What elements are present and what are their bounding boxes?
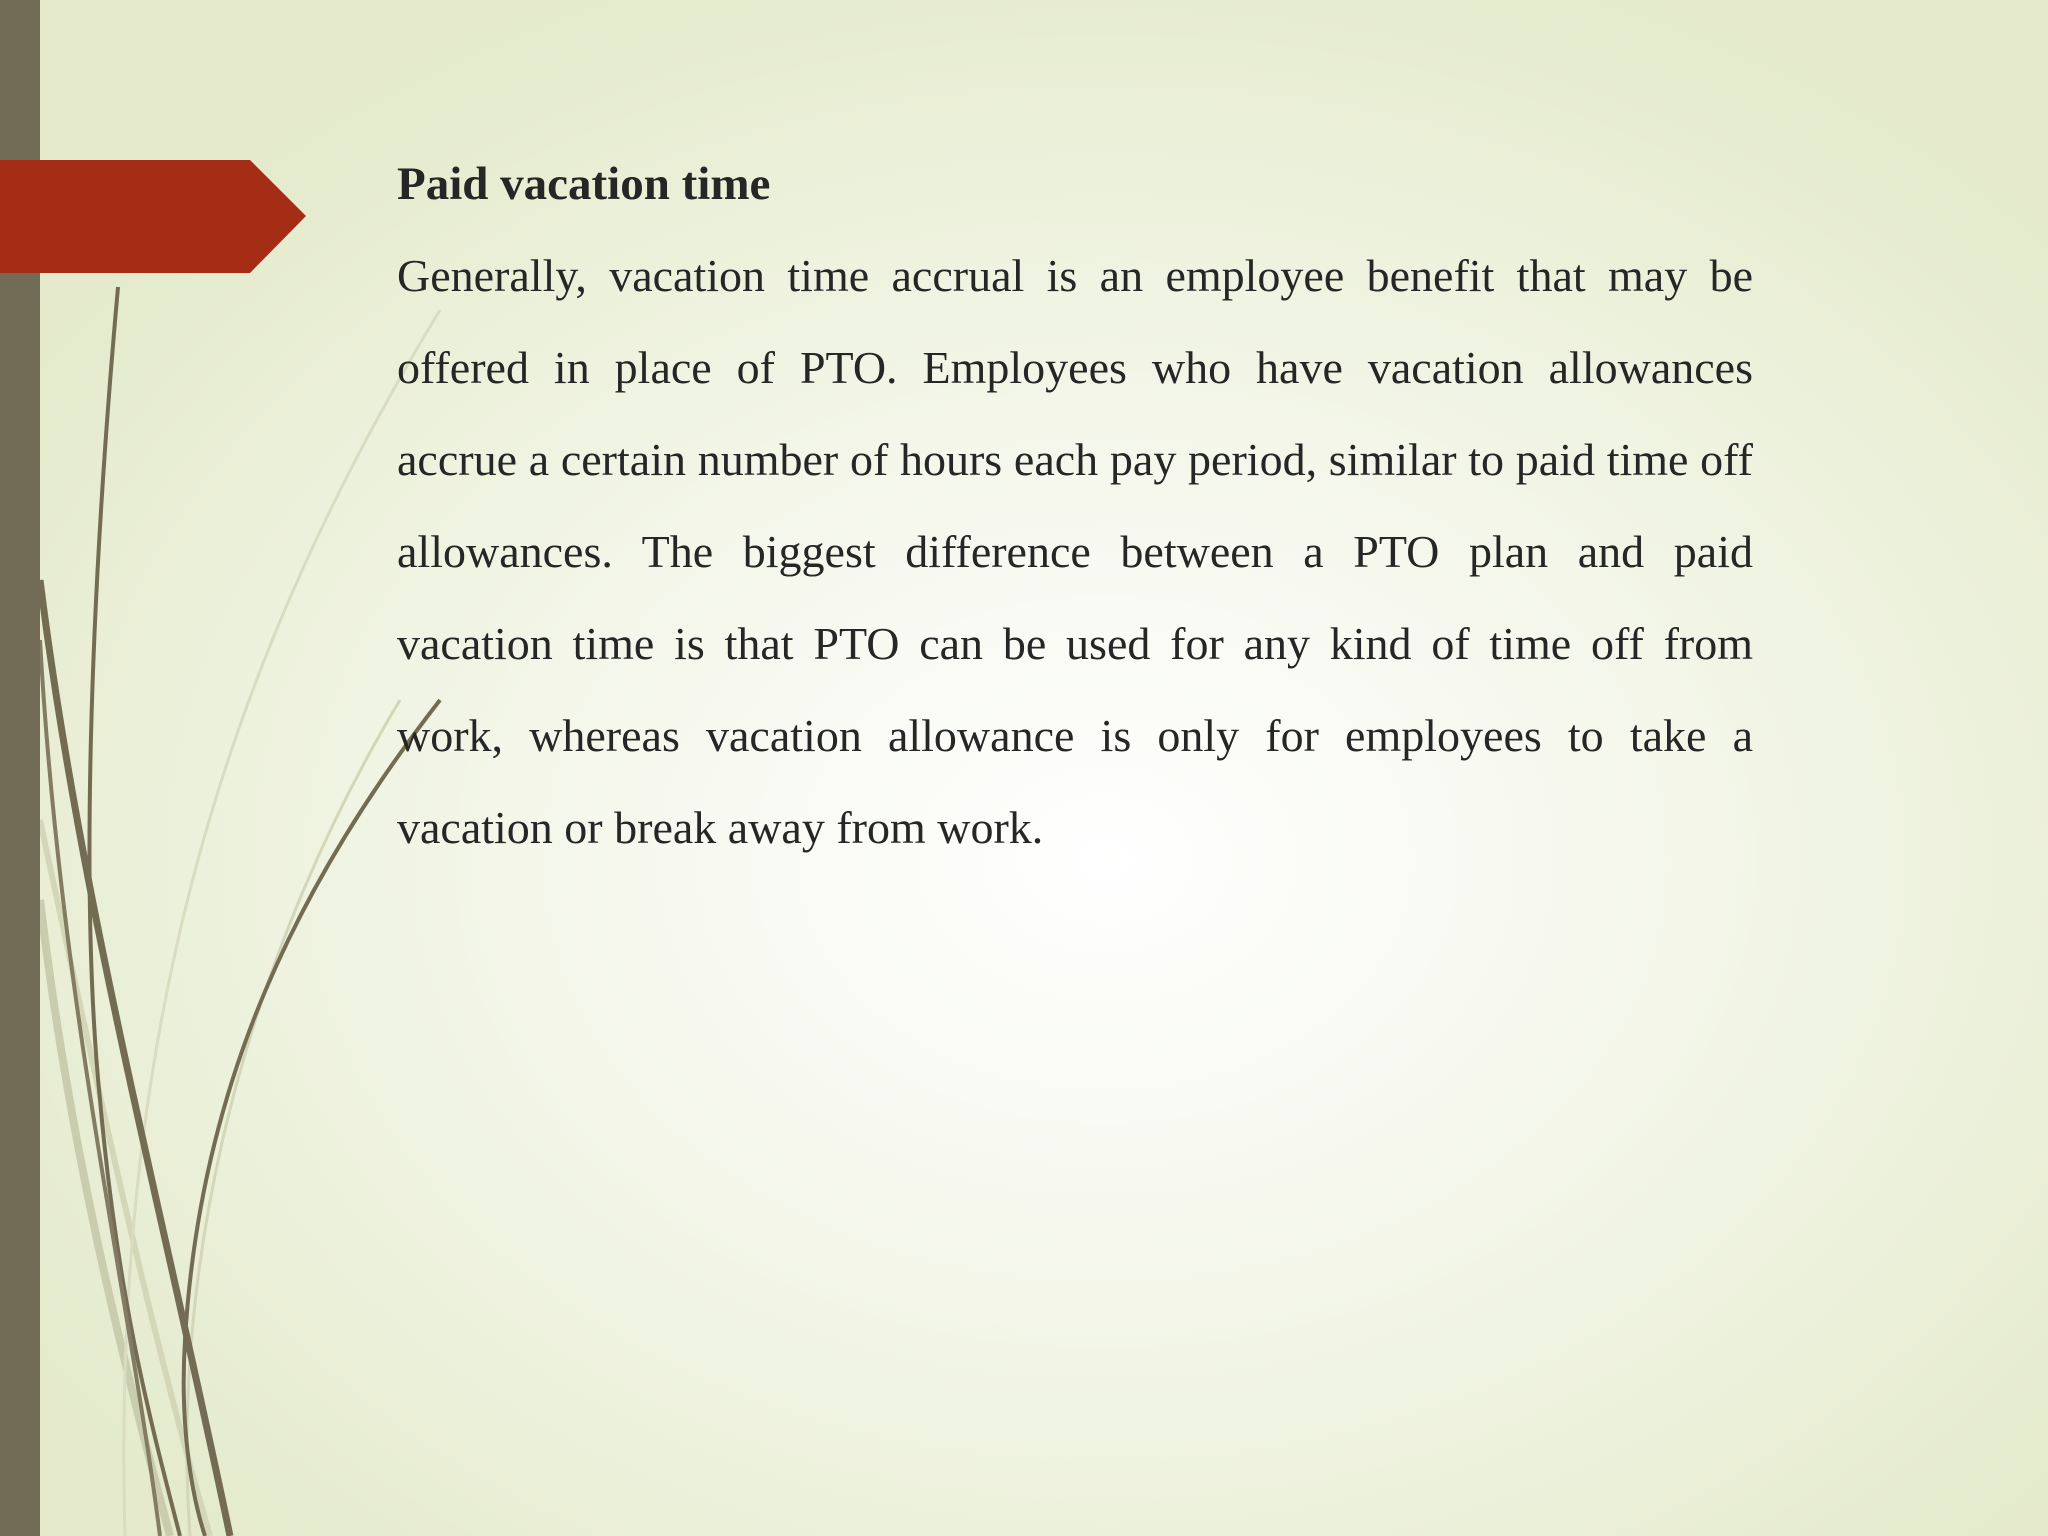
title-arrow-marker [0, 160, 306, 273]
light-curve-1 [40, 900, 170, 1536]
content-area [397, 148, 1753, 874]
slide-title: Paid vacation time [397, 158, 771, 210]
dark-curve-1 [90, 287, 180, 1536]
body-paragraph: Generally, vacation time accrual is an employee benefit that may be offered in place of PTO. Employees who have vacation allowances accrue a certain number of hours each pay period, similar to paid time off allowances. The biggest difference between a PTO plan and paid vacation time is that PTO can be used for any kind of time off from work, whereas vacation allowance is only for employees to take a vacation or break away from work. [397, 250, 1753, 853]
light-curve-3 [124, 310, 440, 1536]
light-curve-4 [187, 700, 400, 1536]
